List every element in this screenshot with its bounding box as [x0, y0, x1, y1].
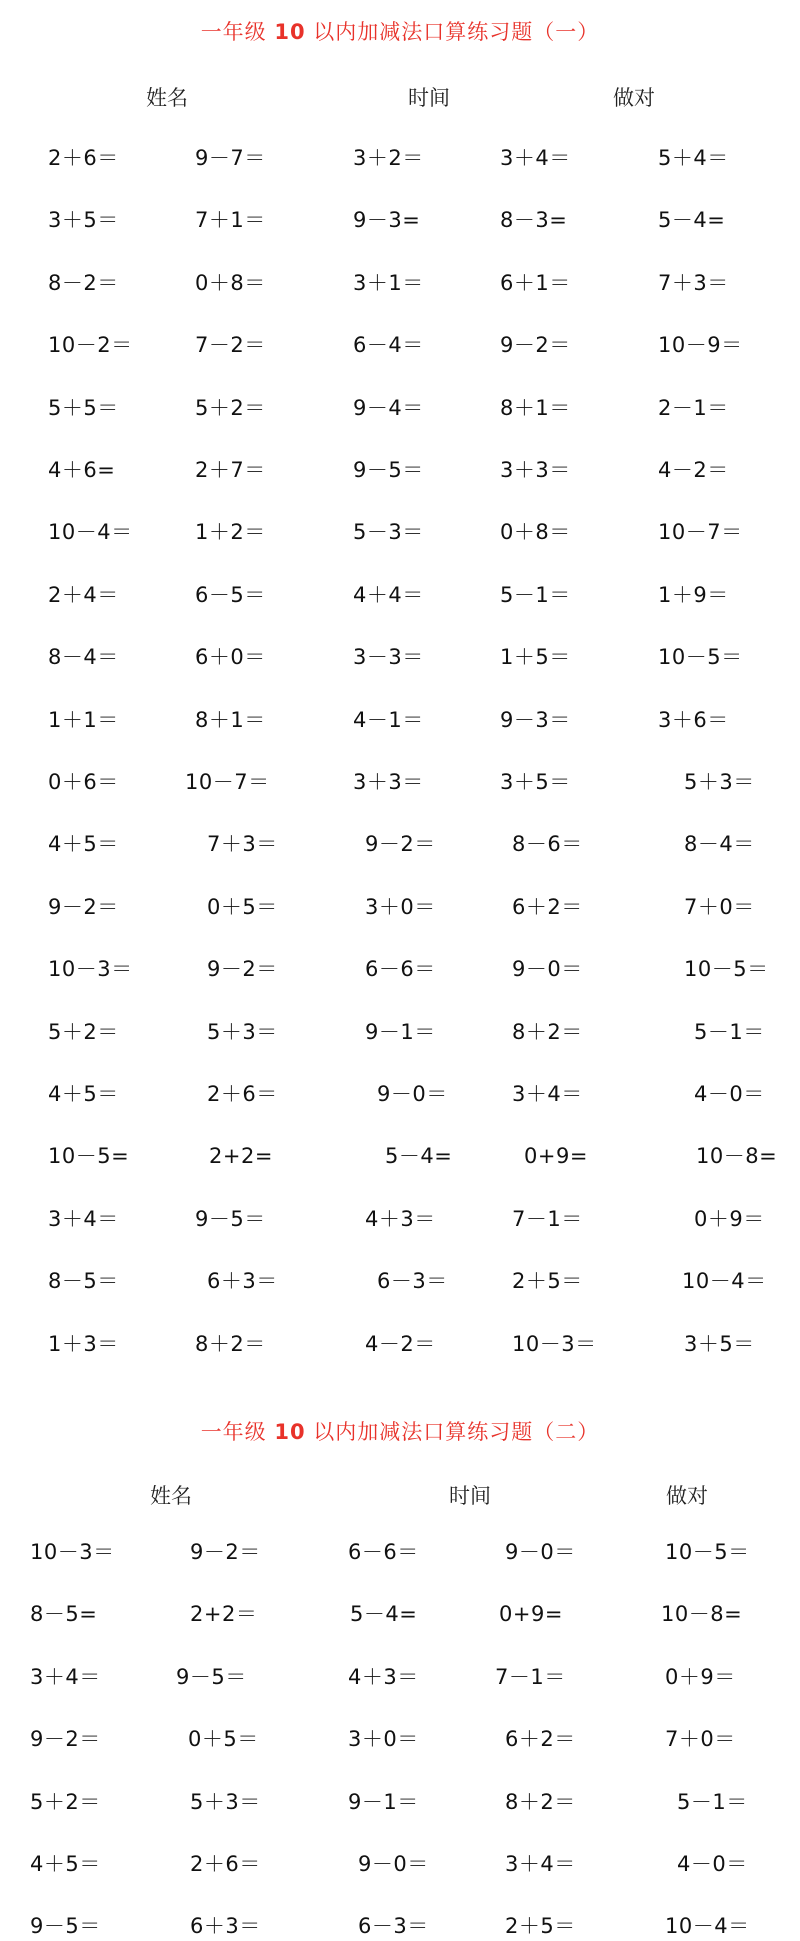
problem-cell: 10－8=: [696, 1144, 778, 1169]
problem-cell: 5－3＝: [353, 520, 424, 545]
problem-cell: 8－6＝: [512, 832, 583, 857]
problem-row: [0, 517, 800, 547]
problem-cell: 6＋2＝: [512, 894, 583, 919]
problem-cell: 10－3＝: [48, 957, 133, 982]
name-label: 姓名: [146, 86, 188, 110]
problem-cell: 0+9=: [524, 1144, 588, 1169]
problem-cell: 7－2＝: [195, 333, 266, 358]
problem-cell: 5＋3＝: [207, 1019, 278, 1044]
problem-row: [0, 1079, 800, 1109]
problem-row: [0, 1537, 800, 1567]
problem-cell: 4－2＝: [658, 458, 729, 482]
problem-cell: 8－5＝: [48, 1269, 119, 1294]
problem-cell: 9－0＝: [377, 1082, 448, 1106]
problem-cell: 9－2＝: [500, 333, 571, 358]
problem-cell: 3＋2＝: [353, 146, 424, 170]
problem-cell: 10－2＝: [48, 333, 133, 358]
problem-cell: 0＋5＝: [188, 1727, 259, 1752]
problem-cell: 5＋5＝: [48, 395, 119, 420]
problem-cell: 5＋3＝: [684, 770, 755, 794]
problem-cell: 6－6＝: [348, 1540, 419, 1564]
name-label: 姓名: [150, 1484, 192, 1508]
problem-cell: 7－1＝: [512, 1206, 583, 1231]
problem-cell: 9－2＝: [48, 894, 119, 919]
problem-cell: 0+9=: [499, 1602, 563, 1627]
problem-row: [0, 1787, 800, 1817]
problem-cell: 9－0＝: [505, 1540, 576, 1564]
problem-cell: 6＋3＝: [207, 1269, 278, 1294]
title-suffix: 以内加减法口算练习题（一）: [313, 20, 600, 44]
problem-cell: 5－4=: [350, 1602, 418, 1627]
problem-cell: 4－2＝: [365, 1331, 436, 1356]
problem-cell: 9－1＝: [365, 1019, 436, 1044]
problem-cell: 10－8=: [661, 1602, 743, 1627]
problem-cell: 6＋2＝: [505, 1727, 576, 1752]
problem-cell: 2+2=: [209, 1144, 273, 1169]
problem-row: [0, 1266, 800, 1296]
problem-cell: 3＋4＝: [30, 1664, 101, 1689]
problem-cell: 7＋0＝: [684, 894, 755, 919]
time-label: 时间: [449, 1484, 491, 1508]
problem-cell: 9－2＝: [207, 957, 278, 982]
problem-cell: 3＋6＝: [658, 707, 729, 732]
problem-cell: 8－2＝: [48, 270, 119, 295]
problem-cell: 6－3＝: [377, 1269, 448, 1294]
problem-cell: 8＋1＝: [195, 707, 266, 732]
problem-row: [0, 705, 800, 735]
problem-cell: 4＋6=: [48, 458, 116, 482]
problem-cell: 8＋2＝: [512, 1019, 583, 1044]
problem-cell: 5＋2＝: [195, 395, 266, 420]
problem-row: [0, 455, 800, 485]
problem-cell: 4＋3＝: [365, 1206, 436, 1231]
problem-row: [0, 767, 800, 797]
problem-cell: 3＋3＝: [500, 458, 571, 482]
problem-cell: 1＋5＝: [500, 645, 571, 670]
problem-cell: 10－9＝: [658, 333, 743, 358]
problem-cell: 9－3＝: [500, 707, 571, 732]
problem-cell: 10－4＝: [48, 520, 133, 545]
problem-cell: 7＋3＝: [658, 270, 729, 295]
problem-cell: 9－2＝: [365, 832, 436, 857]
problem-cell: 2＋5＝: [512, 1269, 583, 1294]
problem-cell: 7＋0＝: [665, 1727, 736, 1752]
problem-cell: 0＋6＝: [48, 770, 119, 794]
problem-cell: 6－4＝: [353, 333, 424, 358]
title-prefix: 一年级: [200, 1420, 267, 1444]
problem-cell: 0＋9＝: [694, 1206, 765, 1231]
problem-cell: 4＋3＝: [348, 1664, 419, 1689]
problem-cell: 3＋3＝: [353, 770, 424, 794]
problem-cell: 4－0＝: [677, 1852, 748, 1876]
problem-cell: 2－1＝: [658, 395, 729, 420]
problem-cell: 3＋5＝: [684, 1331, 755, 1356]
problem-cell: 4＋4＝: [353, 582, 424, 607]
problem-cell: 7＋1＝: [195, 208, 266, 233]
problem-cell: 1＋2＝: [195, 520, 266, 545]
problem-row: [0, 1329, 800, 1359]
problem-row: [0, 1662, 800, 1692]
problem-cell: 2＋6＝: [48, 146, 119, 170]
problem-row: [0, 205, 800, 235]
problem-cell: 10－5=: [48, 1144, 130, 1169]
problem-cell: 7－1＝: [495, 1664, 566, 1689]
problem-cell: 6－6＝: [365, 957, 436, 982]
problem-cell: 5＋3＝: [190, 1789, 261, 1814]
problem-cell: 5－4=: [658, 208, 726, 233]
problem-cell: 4＋5＝: [48, 1082, 119, 1106]
problem-cell: 4＋5＝: [30, 1852, 101, 1876]
title-number: 10: [274, 1420, 306, 1444]
problem-cell: 3＋1＝: [353, 270, 424, 295]
problem-cell: 8＋1＝: [500, 395, 571, 420]
problem-cell: 8－4＝: [48, 645, 119, 670]
problem-cell: 3＋4＝: [48, 1206, 119, 1231]
problem-cell: 3－3＝: [353, 645, 424, 670]
problem-cell: 0＋8＝: [195, 270, 266, 295]
problem-row: [0, 1141, 800, 1171]
correct-label: 做对: [666, 1484, 708, 1508]
problem-cell: 2＋4＝: [48, 582, 119, 607]
problem-cell: 9－2＝: [30, 1727, 101, 1752]
problem-cell: 9－3=: [353, 208, 421, 233]
time-label: 时间: [408, 86, 450, 110]
problem-cell: 10－7＝: [185, 770, 270, 794]
problem-row: [0, 393, 800, 423]
problem-cell: 6＋3＝: [190, 1914, 261, 1939]
problem-cell: 9－1＝: [348, 1789, 419, 1814]
problem-cell: 6－5＝: [195, 582, 266, 607]
problem-cell: 3＋5＝: [48, 208, 119, 233]
problem-cell: 6－3＝: [358, 1914, 429, 1939]
problem-cell: 10－4＝: [682, 1269, 767, 1294]
problem-cell: 10－5＝: [658, 645, 743, 670]
title-number: 10: [274, 20, 306, 44]
problem-cell: 3＋4＝: [512, 1082, 583, 1106]
problem-cell: 1＋9＝: [658, 582, 729, 607]
problem-cell: 4－0＝: [694, 1082, 765, 1106]
problem-cell: 2＋7＝: [195, 458, 266, 482]
problem-cell: 8＋2＝: [195, 1331, 266, 1356]
problem-cell: 2+2＝: [190, 1602, 258, 1627]
problem-cell: 1＋3＝: [48, 1331, 119, 1356]
problem-cell: 9－7＝: [195, 146, 266, 170]
problem-cell: 0＋8＝: [500, 520, 571, 545]
correct-label: 做对: [613, 86, 655, 110]
problem-cell: 8＋2＝: [505, 1789, 576, 1814]
problem-cell: 3＋5＝: [500, 770, 571, 794]
problem-cell: 9－5＝: [353, 458, 424, 482]
problem-cell: 3＋4＝: [505, 1852, 576, 1876]
problem-cell: 2＋6＝: [190, 1852, 261, 1876]
problem-cell: 5－4=: [385, 1144, 453, 1169]
problem-cell: 6＋0＝: [195, 645, 266, 670]
problem-row: [0, 580, 800, 610]
problem-cell: 6＋1＝: [500, 270, 571, 295]
problem-row: [0, 1599, 800, 1629]
problem-cell: 4＋5＝: [48, 832, 119, 857]
problem-cell: 7＋3＝: [207, 832, 278, 857]
problem-cell: 5＋2＝: [30, 1789, 101, 1814]
title-prefix: 一年级: [200, 20, 267, 44]
problem-cell: 9－5＝: [195, 1206, 266, 1231]
problem-row: [0, 143, 800, 173]
problem-row: [0, 829, 800, 859]
title-suffix: 以内加减法口算练习题（二）: [313, 1420, 600, 1444]
problem-row: [0, 1017, 800, 1047]
problem-row: [0, 892, 800, 922]
problem-cell: 10－3＝: [512, 1331, 597, 1356]
problem-cell: 2＋6＝: [207, 1082, 278, 1106]
problem-cell: 5＋4＝: [658, 146, 729, 170]
problem-cell: 2＋5＝: [505, 1914, 576, 1939]
problem-cell: 1＋1＝: [48, 707, 119, 732]
problem-cell: 5－1＝: [694, 1019, 765, 1044]
problem-cell: 9－2＝: [190, 1540, 261, 1564]
problem-cell: 10－5＝: [665, 1540, 750, 1564]
problem-cell: 9－5＝: [30, 1914, 101, 1939]
problem-row: [0, 1724, 800, 1754]
problem-row: [0, 1911, 800, 1941]
problem-cell: 5－1＝: [500, 582, 571, 607]
problem-cell: 9－5＝: [176, 1664, 247, 1689]
problem-cell: 10－4＝: [665, 1914, 750, 1939]
problem-cell: 9－0＝: [512, 957, 583, 982]
problem-cell: 10－5＝: [684, 957, 769, 982]
problem-cell: 5＋2＝: [48, 1019, 119, 1044]
problem-cell: 9－0＝: [358, 1852, 429, 1876]
problem-cell: 3＋0＝: [348, 1727, 419, 1752]
problem-cell: 5－1＝: [677, 1789, 748, 1814]
problem-cell: 4－1＝: [353, 707, 424, 732]
problem-cell: 8－5=: [30, 1602, 98, 1627]
problem-cell: 8－4＝: [684, 832, 755, 857]
problem-cell: 0＋5＝: [207, 894, 278, 919]
problem-cell: 0＋9＝: [665, 1664, 736, 1689]
problem-cell: 9－4＝: [353, 395, 424, 420]
problem-row: [0, 954, 800, 984]
problem-row: [0, 1849, 800, 1879]
problem-row: [0, 330, 800, 360]
problem-cell: 3＋0＝: [365, 894, 436, 919]
worksheet-1-title: [0, 16, 800, 46]
problem-row: [0, 642, 800, 672]
problem-cell: 8－3=: [500, 208, 568, 233]
problem-cell: 3＋4＝: [500, 146, 571, 170]
problem-row: [0, 268, 800, 298]
problem-row: [0, 1204, 800, 1234]
problem-cell: 10－3＝: [30, 1540, 115, 1564]
problem-cell: 10－7＝: [658, 520, 743, 545]
worksheet-2-title: [0, 1416, 800, 1446]
